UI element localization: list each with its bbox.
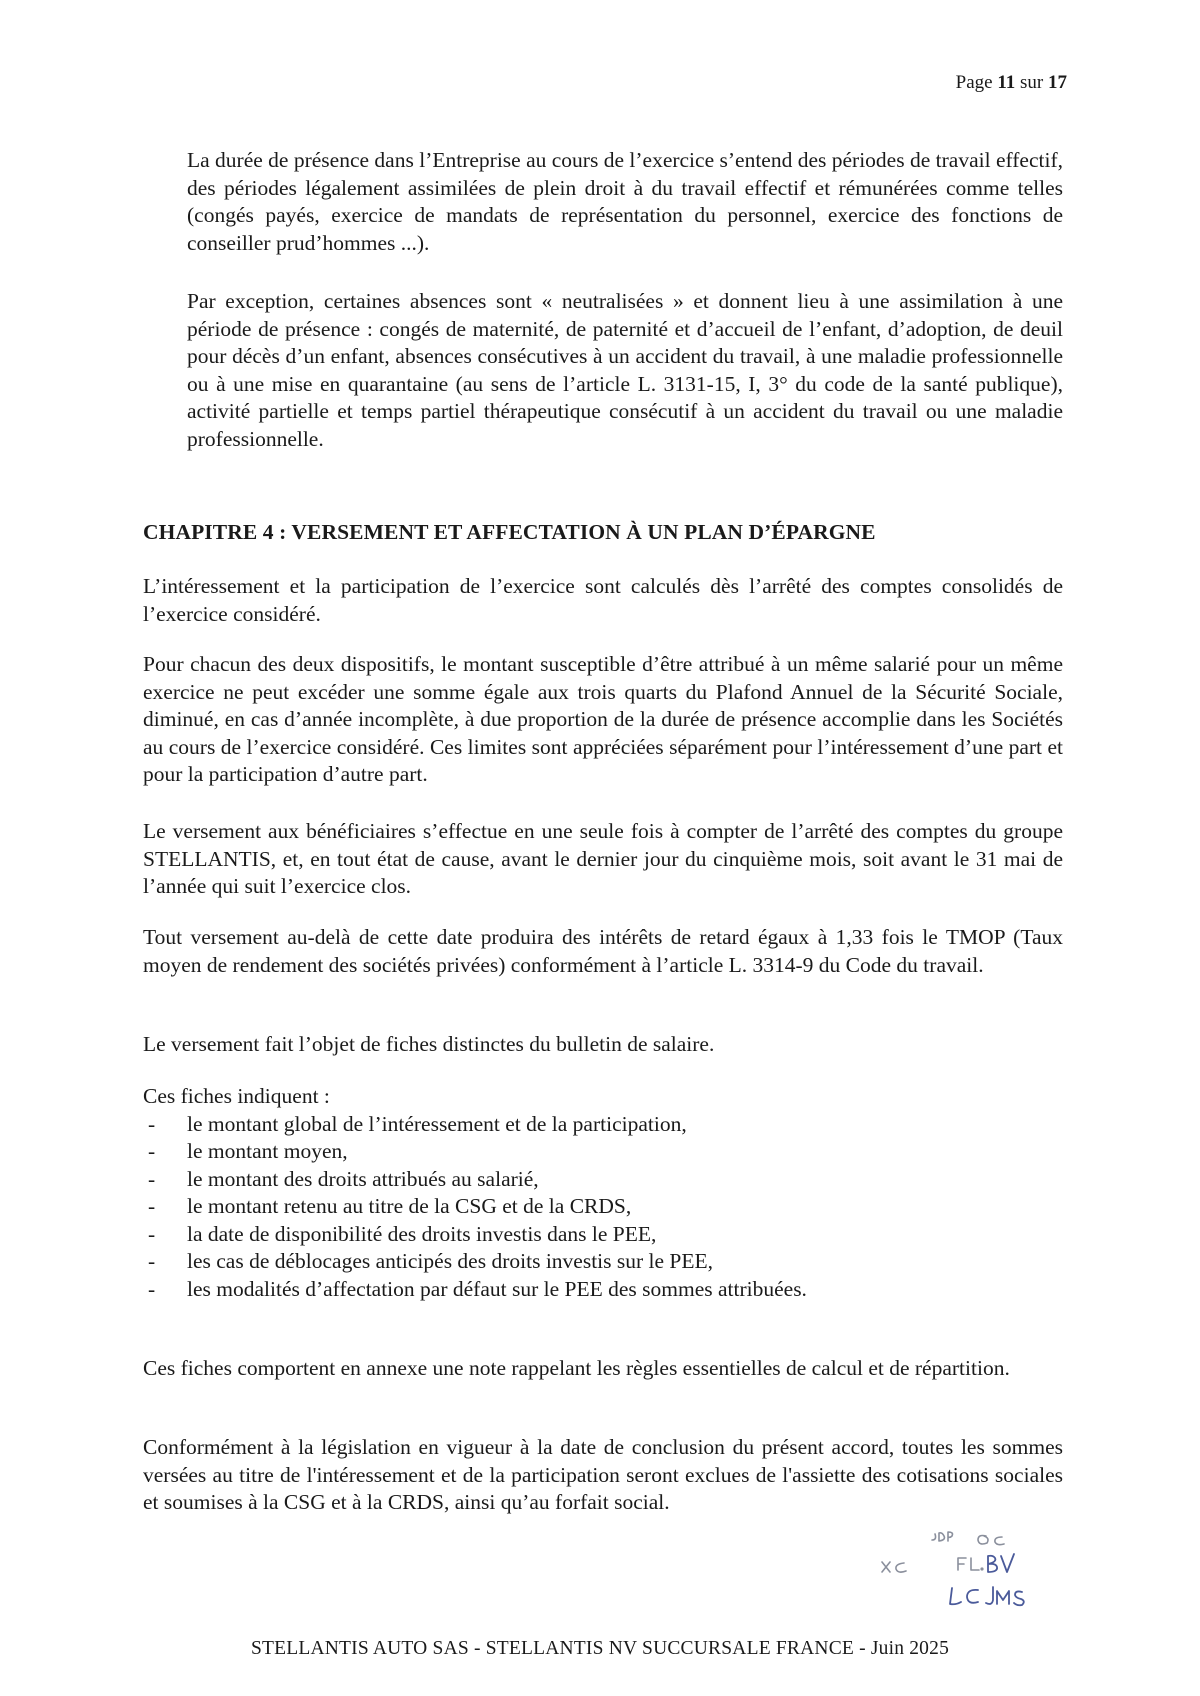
paragraph-ceiling: Pour chacun des deux dispositifs, le montant susceptible d’être attribué à un même salarié pour un même exercice ne peut excéder une somme égale aux trois quarts du Plafond Annuel de la Sécurité Sociale, diminué, en cas d’année incomplète, à due proportion de la durée de présence accomplie dans les Sociétés au cours de l’exercice considéré. Ces limites sont appréciées séparément pour l’intéressement d’une part et pour la participation d’autre part. [143, 652, 1063, 786]
paragraph-payment-timing: Le versement aux bénéficiaires s’effectue en une seule fois à compter de l’arrêté des comptes du groupe STELLANTIS, et, en tout état de cause, avant le dernier jour du cinquième mois, soit avant le 31 mai de l’année qui suit l’exercice clos. [143, 819, 1063, 898]
list-item: - la date de disponibilité des droits investis dans le PEE, [143, 1221, 1063, 1249]
page-separator: sur [1020, 72, 1044, 93]
list-item: - les cas de déblocages anticipés des droits investis sur le PEE, [143, 1248, 1063, 1276]
list-intro: Ces fiches indiquent : [143, 1084, 330, 1108]
list-item: - le montant moyen, [143, 1138, 1063, 1166]
sheets-list-block [143, 1083, 1063, 1303]
paragraph-neutralized-absences: Par exception, certaines absences sont « neutralisées » et donnent lieu à une assimilation à une période de présence : congés de maternité, de paternité et d’accueil de l’enfant, d’adoption, de deuil pour décès d’un enfant, absences consécutives à un accident du travail, à une maladie professionnelle ou à une mise en quarantaine (au sens de l’article L. 3131-15, I, 3° du code de la santé publique), activité partielle et temps partiel thérapeutique consécutif à un accident du travail ou une maladie professionnelle. [187, 289, 1063, 451]
list-item: - les modalités d’affectation par défaut sur le PEE des sommes attribuées. [143, 1276, 1063, 1304]
page-current: 11 [997, 72, 1016, 93]
page-total: 17 [1048, 72, 1067, 93]
list-item: - le montant des droits attribués au salarié, [143, 1166, 1063, 1194]
page-footer: STELLANTIS AUTO SAS - STELLANTIS NV SUCCURSALE FRANCE - Juin 2025 [250, 1638, 950, 1659]
list-bullet: - [148, 1194, 156, 1218]
paragraph-legislation: Conformément à la législation en vigueur à la date de conclusion du présent accord, toutes les sommes versées au titre de l'intéressement et de la participation seront exclues de l'assiette des cotisations sociales et soumises à la CSG et à la CRDS, ainsi qu’au forfait social. [143, 1435, 1063, 1514]
page-prefix: Page [955, 72, 993, 93]
handwritten-initials [880, 1528, 1040, 1610]
list-bullet: - [148, 1221, 156, 1246]
list-bullet: - [148, 1276, 156, 1301]
paragraph-separate-sheets: Le versement fait l’objet de fiches distinctes du bulletin de salaire. [143, 1032, 715, 1056]
list-item: - le montant global de l’intéressement et de la participation, [143, 1111, 1063, 1139]
paragraph-annex-note: Ces fiches comportent en annexe une note rappelant les règles essentielles de calcul et de répartition. [143, 1356, 1010, 1380]
list-item: - le montant retenu au titre de la CSG et de la CRDS, [143, 1193, 1063, 1221]
list-bullet: - [148, 1166, 156, 1191]
list-bullet: - [148, 1111, 156, 1136]
paragraph-late-interest: Tout versement au-delà de cette date produira des intérêts de retard égaux à 1,33 fois le TMOP (Taux moyen de rendement des sociétés privées) conformément à l’article L. 3314-9 du Code du travail. [143, 925, 1063, 977]
sheets-list [143, 1111, 1063, 1304]
paragraph-presence-duration: La durée de présence dans l’Entreprise au cours de l’exercice s’entend des périodes de travail effectif, des périodes légalement assimilées de plein droit à du travail effectif et rémunérées comme telles (congés payés, exercice de mandats de représentation du personnel, exercice des fonctions de conseiller prud’hommes ...). [187, 148, 1063, 255]
page-number [956, 72, 1067, 94]
paragraph-calculation: L’intéressement et la participation de l’exercice sont calculés dès l’arrêté des comptes consolidés de l’exercice considéré. [143, 574, 1063, 626]
list-bullet: - [148, 1249, 156, 1273]
list-bullet: - [148, 1139, 156, 1163]
chapter-title: CHAPITRE 4 : VERSEMENT ET AFFECTATION À UN PLAN D’ÉPARGNE [143, 520, 876, 544]
